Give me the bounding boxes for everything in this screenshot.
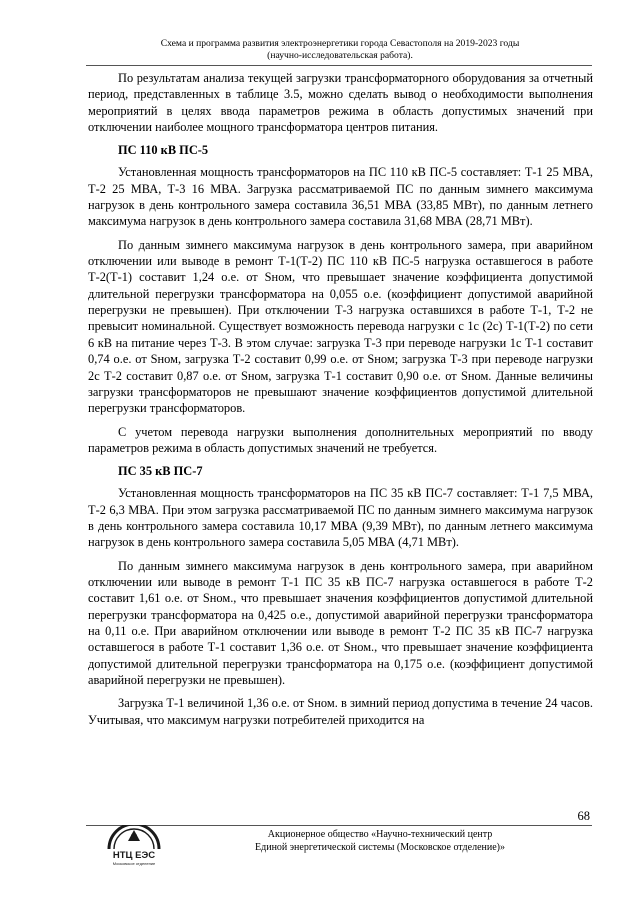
company-logo: [103, 825, 165, 867]
page-footer: [190, 829, 570, 854]
logo-emblem-icon: [103, 825, 165, 867]
header-title: Схема и программа развития электроэнергетики города Севастополя на 2019-2023 годы: [160, 38, 520, 49]
paragraph-ps7-capacity: Установленная мощность трансформаторов на ПС 35 кВ ПС-7 составляет: Т-1 7,5 МВА, Т-2 6,3 МВА. При этом загрузка рассматриваемой ПС по данным зимнего максимума нагрузок в день контрольного замера составила 10,17 МВА (9,39 МВт), по данным летнего максимума нагрузок в день контрольного замера составила 5,05 МВА (4,71 МВт).: [88, 486, 593, 550]
section-heading-ps5: ПС 110 кВ ПС-5: [118, 143, 209, 158]
page-number: 68: [577, 809, 590, 823]
section-heading-ps7: ПС 35 кВ ПС-7: [118, 464, 203, 479]
page-header: [90, 38, 590, 61]
paragraph-ps5-outage: По данным зимнего максимума нагрузок в день контрольного замера, при аварийном отключении или выводе в ремонт Т-1(Т-2) ПС 110 кВ ПС-5 нагрузка оставшегося в работе Т-2(Т-1) составит 1,24 о.е. от Sном, что превышает значение коэффициента допустимой длительной перегрузки трансформатора на 0,055 о.е. (коэффициент допустимой аварийной перегрузки не превышен). При отключении Т-3 нагрузка оставшихся в работе Т-1, Т-2 не превысит номинальной. Существует возможность перевода нагрузки с 1с (2с) Т-1(Т-2) по сети 6 кВ на питание через Т-3. В этом случае: загрузка Т-3 при переводе нагрузки 1с Т-1 составит 0,74 о.е. от Sном, загрузка Т-2 составит 0,99 о.е. от Sном; загрузка Т-3 при переводе нагрузки 2с Т-2 составит 0,87 о.е. от Sном, загрузка Т-1 составит 0,90 о.е. от Sном. Данные величины загрузки трансформаторов не превышают значение коэффициентов допустимой длительной перегрузки трансформаторов.: [88, 237, 593, 416]
paragraph-ps5-capacity: Установленная мощность трансформаторов на ПС 110 кВ ПС-5 составляет: Т-1 25 МВА, Т-2 25 МВА, Т-3 16 МВА. Загрузка рассматриваемой ПС по данным зимнего максимума нагрузок в день контрольного замера составила 36,51 МВА (33,85 МВт), по данным летнего максимума нагрузок в день контрольного замера составила 31,68 МВА (28,71 МВт).: [88, 165, 593, 229]
logo-subtext: Московское отделение: [112, 861, 156, 866]
paragraph-ps5-conclusion: С учетом перевода нагрузки выполнения дополнительных мероприятий по вводу параметров режима в область допустимых значений не требуется.: [88, 424, 593, 455]
main-text: [88, 70, 593, 735]
header-subtitle: (научно-исследовательская работа).: [267, 49, 413, 61]
logo-text: НТЦ ЕЭС: [112, 850, 156, 861]
header-divider: [86, 65, 592, 66]
paragraph-ps7-outage: По данным зимнего максимума нагрузок в день контрольного замера, при аварийном отключении или выводе в ремонт Т-1 ПС 35 кВ ПС-7 нагрузка оставшегося в работе Т-2 составит 1,61 о.е. от Sном., что превышает значения коэффициентов допустимой длительной перегрузки трансформатора на 0,425 о.е., допустимой аварийной перегрузки трансформатора на 0,11 о.е. При аварийном отключении или выводе в ремонт Т-2 ПС 35 кВ ПС-7 нагрузка оставшегося в работе Т-1 составит 1,36 о.е. от Sном., что превышает значение коэффициента допустимой длительной перегрузки трансформатора на 0,175 о.е. (коэффициент допустимой аварийной перегрузки не превышен).: [88, 558, 593, 687]
footer-company-line1: Акционерное общество «Научно-технический центр: [267, 829, 493, 840]
paragraph-analysis: По результатам анализа текущей загрузки трансформаторного оборудования за отчетный период, представленных в таблице 3.5, можно сделать вывод о необходимости выполнения мероприятий в целях ввода параметров режима в область допустимых значений при отключении наиболее мощного трансформатора центров питания.: [88, 71, 593, 135]
paragraph-ps7-load: Загрузка Т-1 величиной 1,36 о.е. от Sном. в зимний период допустима в течение 24 часов. Учитывая, что максимум нагрузки потребителей приходится на: [88, 696, 593, 727]
footer-company-line2: Единой энергетической системы (Московское отделение)»: [255, 841, 505, 853]
